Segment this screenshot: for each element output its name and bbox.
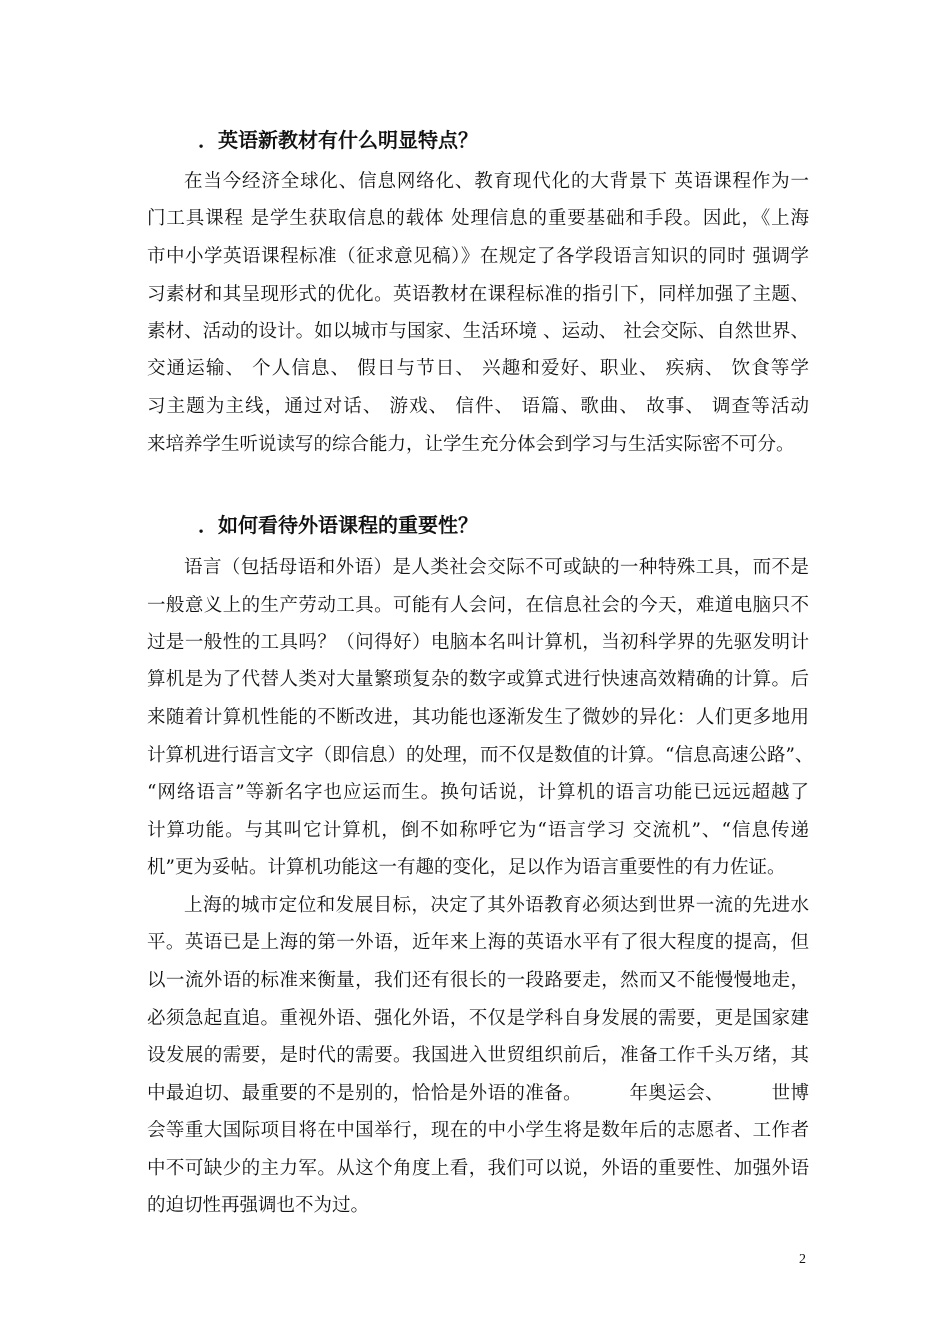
text-line: “网络语言”等新名字也应运而生。换句话说，计算机的语言功能已远远超越了 <box>147 782 809 803</box>
text-line: 上海的城市定位和发展目标，决定了其外语教育必须达到世界一流的先进水 <box>184 895 809 916</box>
text-line: 机”更为妥帖。计算机功能这一有趣的变化，足以作为语言重要性的有力佐证。 <box>147 857 786 878</box>
text-line: 习主题为主线，通过对话、 游戏、 信件、 语篇、歌曲、 故事、 调查等活动 <box>147 396 809 417</box>
text-line: 素材、活动的设计。如以城市与国家、生活环境 、运动、 社会交际、自然世界、 <box>147 321 809 342</box>
text-line: 来随着计算机性能的不断改进，其功能也逐渐发生了微妙的异化：人们更多地用 <box>147 707 809 728</box>
text-line: 市中小学英语课程标准（征求意见稿）》在规定了各学段语言知识的同时 强调学 <box>147 246 809 267</box>
text-line: 会等重大国际项目将在中国举行，现在的中小学生将是数年后的志愿者、工作者 <box>147 1120 809 1141</box>
text-line: 算机是为了代替人类对大量繁琐复杂的数字或算式进行快速高效精确的计算。后 <box>147 669 809 690</box>
text-line: 中最迫切、最重要的不是别的，恰恰是外语的准备。 年奥运会、 世博 <box>147 1083 809 1104</box>
text-line: 的迫切性再强调也不为过。 <box>147 1195 370 1216</box>
text-line: 中不可缺少的主力军。从这个角度上看，我们可以说，外语的重要性、加强外语 <box>147 1158 809 1179</box>
text-line: 计算功能。与其叫它计算机，倒不如称呼它为“语言学习 交流机”、“信息传递 <box>147 820 809 841</box>
text-line: 以一流外语的标准来衡量，我们还有很长的一段路要走，然而又不能慢慢地走， <box>147 970 809 991</box>
text-line: 设发展的需要，是时代的需要。我国进入世贸组织前后，准备工作千头万绪，其 <box>147 1045 809 1066</box>
text-line: 平。英语已是上海的第一外语，近年来上海的英语水平有了很大程度的提高，但 <box>147 932 809 953</box>
text-line: 习素材和其呈现形式的优化。英语教材在课程标准的指引下，同样加强了主题、 <box>147 284 809 305</box>
text-line: 门工具课程 是学生获取信息的载体 处理信息的重要基础和手段。因此，《上海 <box>147 208 809 229</box>
text-line: 在当今经济全球化、信息网络化、教育现代化的大背景下 英语课程作为一 <box>184 171 809 192</box>
text-line: 交通运输、 个人信息、 假日与节日、 兴趣和爱好、职业、 疾病、 饮食等学 <box>147 358 809 379</box>
text-line: 必须急起直追。重视外语、强化外语，不仅是学科自身发展的需要，更是国家建 <box>147 1008 809 1029</box>
text-line: 一般意义上的生产劳动工具。可能有人会问，在信息社会的今天，难道电脑只不 <box>147 595 809 616</box>
section-heading: ．英语新教材有什么明显特点？ <box>198 128 478 152</box>
page-number: 2 <box>799 1252 806 1267</box>
text-line: 语言（包括母语和外语）是人类社会交际不可或缺的一种特殊工具，而不是 <box>184 557 809 578</box>
section-heading: ．如何看待外语课程的重要性？ <box>198 513 478 537</box>
text-line: 过是一般性的工具吗？（问得好）电脑本名叫计算机，当初科学界的先驱发明计 <box>147 632 809 653</box>
text-line: 来培养学生听说读写的综合能力，让学生充分体会到学习与生活实际密不可分。 <box>147 434 795 455</box>
text-line: 计算机进行语言文字（即信息）的处理，而不仅是数值的计算。“信息高速公路”、 <box>147 745 814 766</box>
